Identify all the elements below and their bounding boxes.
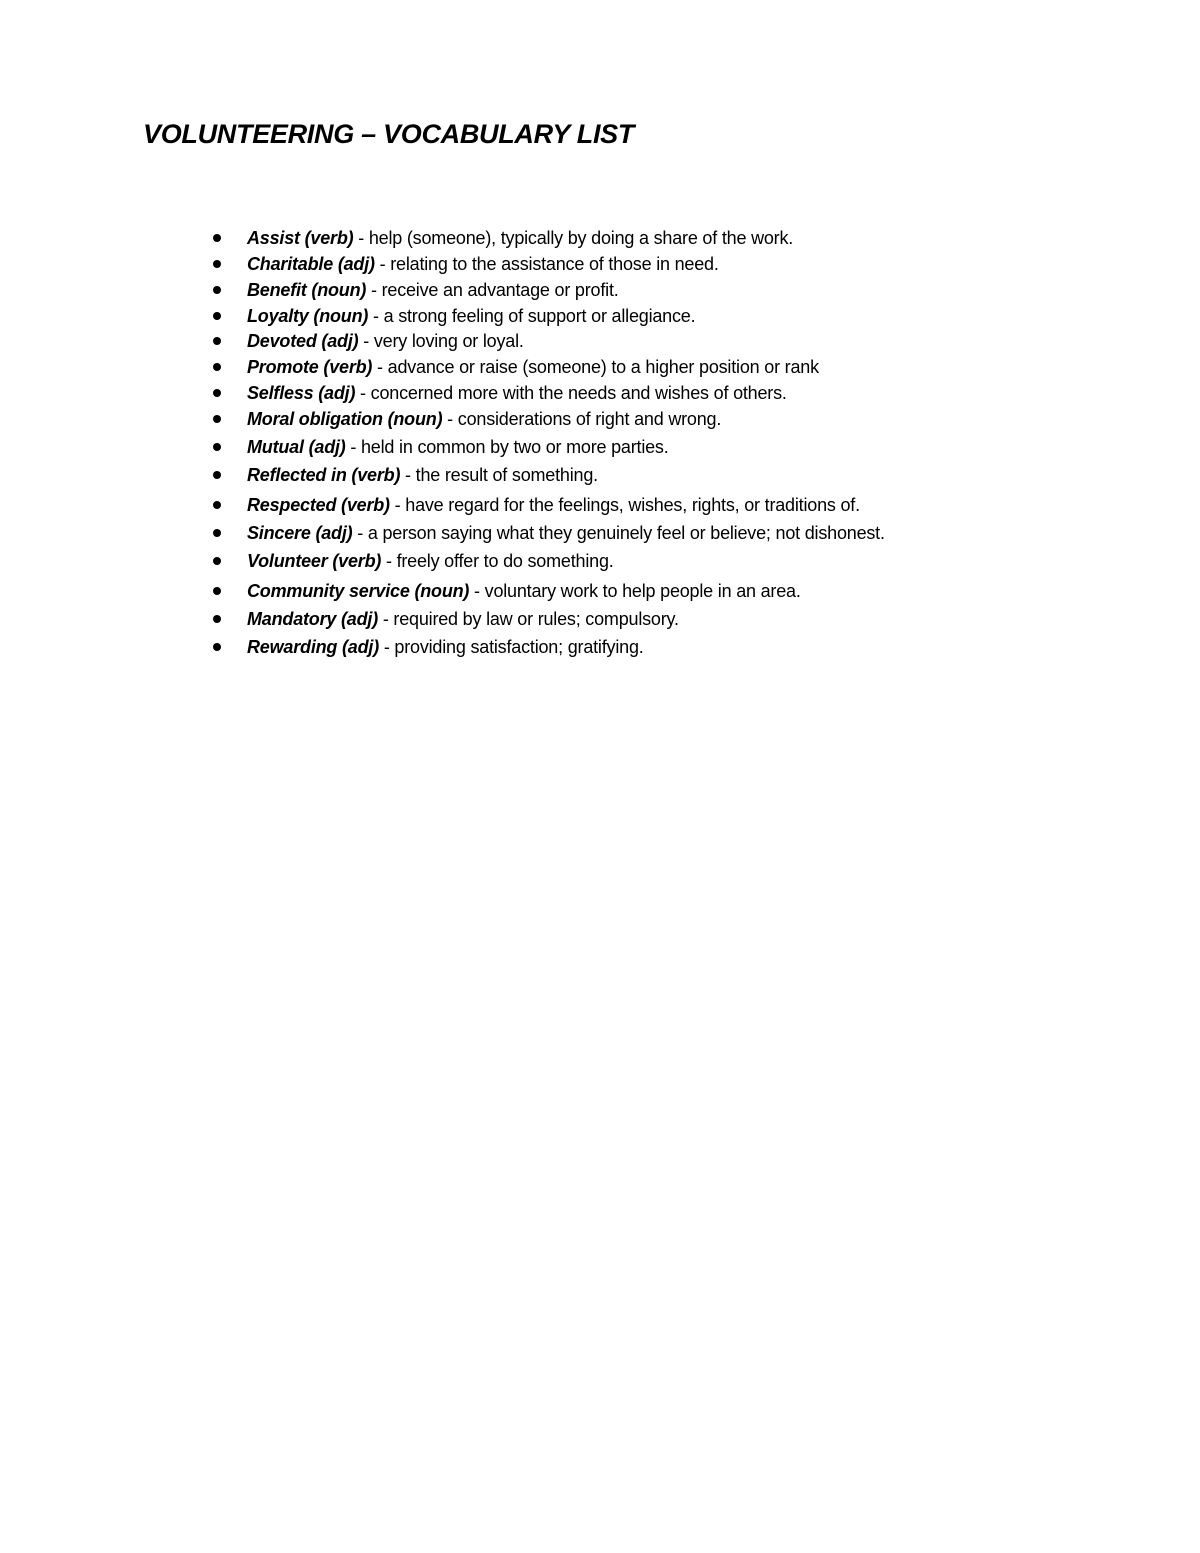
vocab-definition: freely offer to do something. bbox=[396, 550, 614, 571]
list-item bbox=[213, 381, 787, 405]
vocab-term: Loyalty (noun) bbox=[247, 305, 369, 326]
separator: - bbox=[469, 580, 485, 601]
list-item bbox=[213, 607, 679, 631]
separator: - bbox=[379, 636, 395, 657]
bullet-icon bbox=[213, 557, 221, 565]
separator: - bbox=[352, 522, 368, 543]
vocab-definition: required by law or rules; compulsory. bbox=[393, 608, 679, 629]
separator: - bbox=[381, 550, 397, 571]
separator: - bbox=[366, 279, 382, 300]
separator: - bbox=[378, 608, 394, 629]
separator: - bbox=[353, 227, 369, 248]
separator: - bbox=[442, 408, 458, 429]
separator: - bbox=[355, 382, 371, 403]
list-item bbox=[213, 635, 644, 659]
vocab-definition: considerations of right and wrong. bbox=[457, 408, 722, 429]
vocab-term: Volunteer (verb) bbox=[247, 550, 382, 571]
separator: - bbox=[389, 494, 406, 515]
vocab-definition: receive an advantage or profit. bbox=[381, 279, 619, 300]
bullet-icon bbox=[213, 260, 221, 268]
bullet-icon bbox=[213, 415, 221, 423]
bullet-icon bbox=[213, 286, 221, 294]
list-item bbox=[213, 278, 619, 302]
bullet-icon bbox=[213, 615, 221, 623]
bullet-icon bbox=[213, 587, 221, 595]
bullet-icon bbox=[213, 529, 221, 537]
separator: - bbox=[372, 356, 388, 377]
vocab-definition: help (someone), typically by doing a share of the work. bbox=[368, 227, 794, 248]
vocab-term: Promote (verb) bbox=[247, 356, 373, 377]
separator: - bbox=[374, 253, 391, 274]
bullet-icon bbox=[213, 363, 221, 371]
vocab-definition: providing satisfaction; gratifying. bbox=[394, 636, 644, 657]
vocab-definition: advance or raise (someone) to a higher position or rank bbox=[387, 356, 819, 377]
bullet-icon bbox=[213, 501, 221, 509]
list-item bbox=[213, 521, 885, 545]
page-title: VOLUNTEERING – VOCABULARY LIST bbox=[143, 119, 635, 149]
list-item bbox=[213, 407, 721, 431]
separator: - bbox=[368, 305, 384, 326]
vocab-term: Community service (noun) bbox=[247, 580, 470, 601]
vocab-term: Respected (verb) bbox=[247, 494, 390, 515]
vocab-definition: concerned more with the needs and wishes of others. bbox=[370, 382, 787, 403]
list-item bbox=[213, 226, 793, 250]
vocab-definition: voluntary work to help people in an area. bbox=[484, 580, 801, 601]
vocab-term: Mutual (adj) bbox=[247, 436, 346, 457]
bullet-icon bbox=[213, 234, 221, 242]
list-item bbox=[213, 355, 819, 379]
list-item bbox=[213, 304, 695, 328]
vocab-definition: relating to the assistance of those in need. bbox=[390, 253, 719, 274]
bullet-icon bbox=[213, 312, 221, 320]
separator: - bbox=[345, 436, 361, 457]
vocab-term: Moral obligation (noun) bbox=[247, 408, 443, 429]
list-item bbox=[213, 435, 669, 459]
bullet-icon bbox=[213, 389, 221, 397]
list-item bbox=[213, 329, 524, 353]
vocab-term: Reflected in (verb) bbox=[247, 464, 401, 485]
vocab-term: Assist (verb) bbox=[247, 227, 354, 248]
bullet-icon bbox=[213, 471, 221, 479]
bullet-icon bbox=[213, 337, 221, 345]
bullet-icon bbox=[213, 643, 221, 651]
separator: - bbox=[358, 330, 374, 351]
vocab-definition: held in common by two or more parties. bbox=[361, 436, 669, 457]
bullet-icon bbox=[213, 443, 221, 451]
list-item bbox=[213, 252, 719, 276]
vocab-term: Charitable (adj) bbox=[247, 253, 375, 274]
vocab-term: Selfless (adj) bbox=[247, 382, 356, 403]
vocab-term: Mandatory (adj) bbox=[247, 608, 379, 629]
vocab-term: Rewarding (adj) bbox=[247, 636, 380, 657]
vocab-definition: a strong feeling of support or allegiance. bbox=[383, 305, 696, 326]
list-item bbox=[213, 493, 860, 517]
vocab-definition: very loving or loyal. bbox=[373, 330, 524, 351]
vocab-definition: a person saying what they genuinely feel or believe; not dishonest. bbox=[367, 522, 885, 543]
list-item bbox=[213, 549, 614, 573]
separator: - bbox=[400, 464, 416, 485]
vocab-term: Benefit (noun) bbox=[247, 279, 367, 300]
vocab-definition: have regard for the feelings, wishes, rights, or traditions of. bbox=[405, 494, 860, 515]
vocab-term: Sincere (adj) bbox=[247, 522, 353, 543]
list-item bbox=[213, 579, 801, 603]
vocab-definition: the result of something. bbox=[415, 464, 598, 485]
list-item bbox=[213, 463, 598, 487]
vocab-term: Devoted (adj) bbox=[247, 330, 359, 351]
